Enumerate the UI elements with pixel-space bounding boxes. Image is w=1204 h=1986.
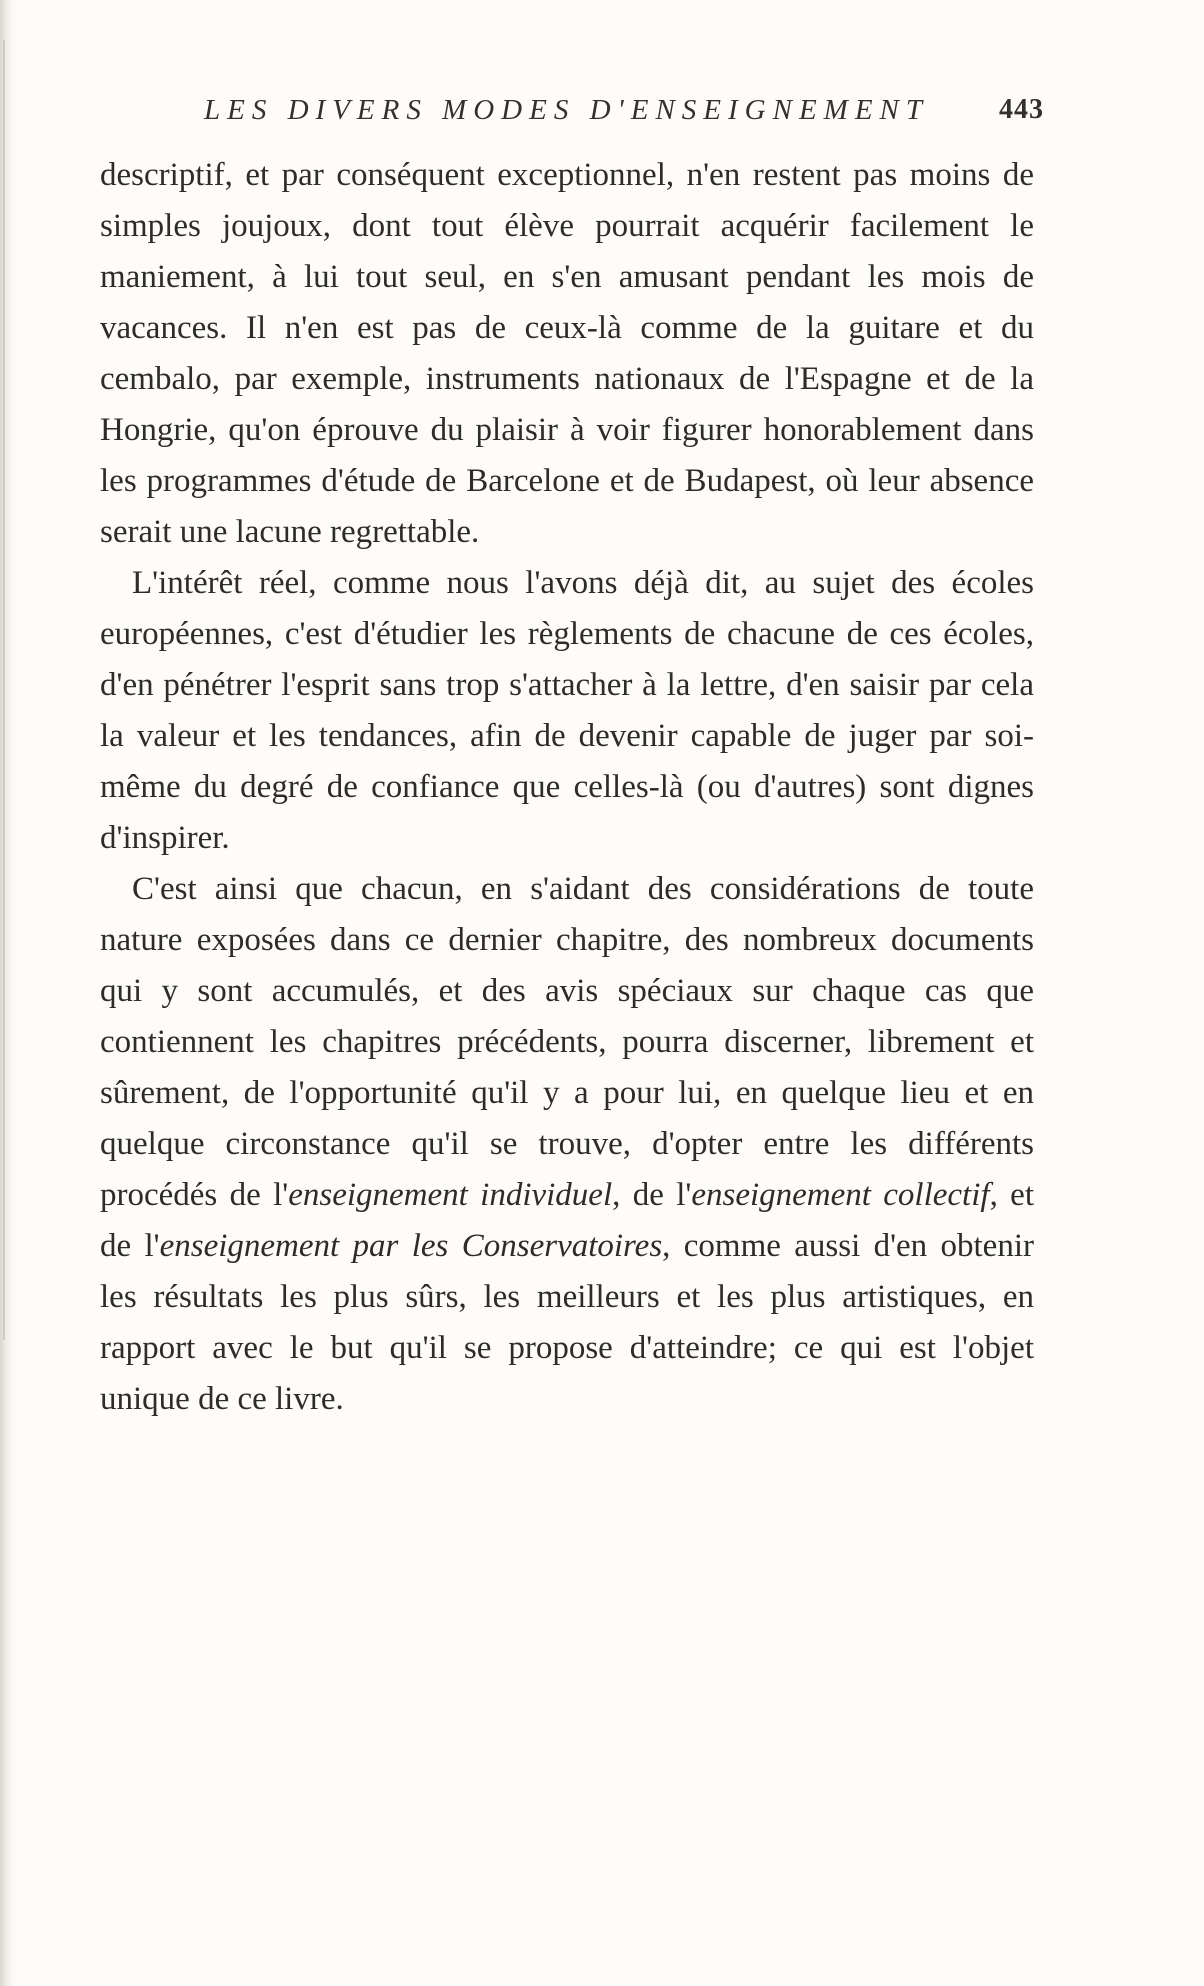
running-head xyxy=(100,94,1044,134)
term-individual-teaching: enseignement individuel xyxy=(288,1177,613,1213)
paragraph-1: descriptif, et par conséquent exceptionnel, n'en restent pas moins de simples joujoux, dont tout élève pourrait acquérir facilement le maniement, à lui tout seul, en s'en amusant pendant les mois de vacances. Il n'en est pas de ceux-là comme de la guitare et du cembalo, par exemple, instruments nationaux de l'Espagne et de la Hongrie, qu'on éprouve du plaisir à voir figurer honorablement dans les programmes d'étude de Barcelone et de Budapest, où leur absence serait une lacune regrettable. xyxy=(100,157,1034,550)
running-title: LES DIVERS MODES D'ENSEIGNEMENT xyxy=(204,94,930,126)
paragraph-3-text-2: , de l' xyxy=(612,1177,692,1213)
term-conservatory-teaching: enseignement par les Conservatoires xyxy=(159,1228,663,1264)
page-number: 443 xyxy=(999,94,1044,125)
paragraph-3-text-4: , comme aussi d'en obtenir les résultats les plus sûrs, les meilleurs et les plus artistiques, en rapport avec le but qu'il se propose d'atteindre; ce qui est l'objet unique de ce livre. xyxy=(100,1228,1034,1417)
paragraph-2: L'intérêt réel, comme nous l'avons déjà dit, au sujet des écoles européennes, c'est d'étudier les règlements de chacune de ces écoles, d'en pénétrer l'esprit sans trop s'attacher à la lettre, d'en saisir par cela la valeur et les tendances, afin de devenir capable de juger par soi-même du degré de confiance que celles-là (ou d'autres) sont dignes d'inspirer. xyxy=(100,565,1034,856)
body-text xyxy=(100,150,1034,1425)
term-collective-teaching: enseignement collectif xyxy=(691,1177,990,1213)
paragraph-3 xyxy=(100,864,1034,1425)
book-binding-edge xyxy=(0,0,14,1986)
paragraph-3-text-3: , et de l' xyxy=(100,1177,1034,1264)
paragraph-3-text-1: C'est ainsi que chacun, en s'aidant des considérations de toute nature exposées dans ce dernier chapitre, des nombreux documents qui y sont accumulés, et des avis spéciaux sur chaque cas que contiennent les chapitres précédents, pourra discerner, librement et sûrement, de l'opportunité qu'il y a pour lui, en quelque lieu et en quelque circonstance qu'il se trouve, d'opter entre les différents procédés de l' xyxy=(100,871,1034,1213)
